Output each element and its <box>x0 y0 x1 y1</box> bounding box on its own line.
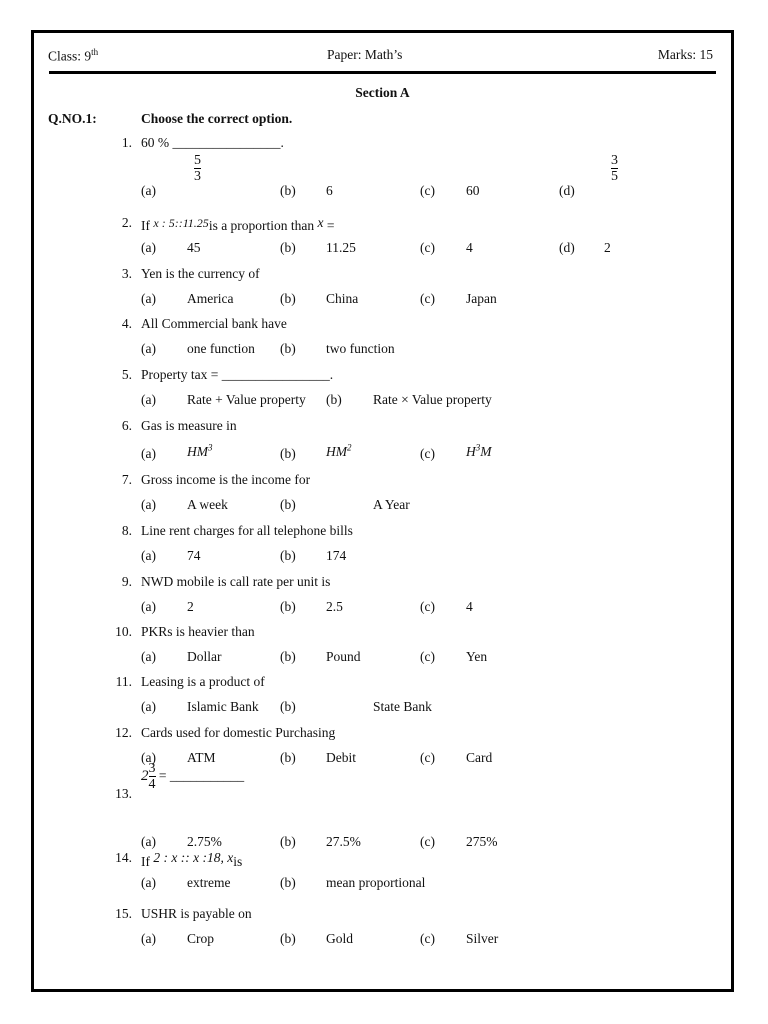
option-label: (b) <box>280 446 296 461</box>
option-text: 2.5 <box>326 599 343 614</box>
option-label: (c) <box>420 240 435 255</box>
option-text: 11.25 <box>326 240 356 255</box>
fraction <box>194 153 201 185</box>
option-text: 6 <box>326 183 333 198</box>
option-text <box>194 153 201 185</box>
marks-label: Marks: 15 <box>657 47 713 62</box>
math-option: $H^3M$ <box>466 442 492 459</box>
option-label: (d) <box>559 183 575 198</box>
blank-answer: = ___________ <box>155 767 245 783</box>
option-text: Rate + Value property <box>187 392 306 407</box>
option-label: (b) <box>280 291 296 306</box>
option-label: (b) <box>280 931 296 946</box>
question-number: 11. <box>115 674 132 689</box>
question-number: 4. <box>121 316 132 331</box>
question-10 <box>34 624 731 664</box>
question-text: USHR is payable on <box>141 906 252 921</box>
header-divider <box>49 71 716 74</box>
option-text: extreme <box>187 875 231 890</box>
option-label: (a) <box>141 392 156 407</box>
question-15 <box>34 906 731 946</box>
question-5 <box>34 367 731 407</box>
option-text: Yen <box>466 649 488 664</box>
question-text: Leasing is a product of <box>141 674 265 689</box>
option-label: (c) <box>420 649 435 664</box>
option-label: (b) <box>280 750 296 765</box>
fraction <box>149 761 156 793</box>
option-label: (c) <box>420 291 435 306</box>
option-label: (c) <box>420 446 435 461</box>
option-label: (a) <box>141 875 156 890</box>
option-text: mean proportional <box>326 875 426 890</box>
option-text: Islamic Bank <box>187 699 259 714</box>
option-label: (a) <box>141 240 156 255</box>
option-label: (a) <box>141 599 156 614</box>
paper-title: Paper: Math’s <box>327 47 403 62</box>
question-3 <box>34 266 731 306</box>
option-text: 4 <box>466 599 473 614</box>
option-label: (a) <box>141 699 156 714</box>
question-text: Gross income is the income for <box>141 472 311 487</box>
instruction: Choose the correct option. <box>141 111 293 126</box>
question-text: If x : 5::11.25is a proportion than x = <box>141 215 335 233</box>
option-text: State Bank <box>373 699 432 714</box>
option-text: China <box>326 291 359 306</box>
option-label: (c) <box>420 931 435 946</box>
question-text: If 2 : x :: x :18, xis <box>141 850 243 869</box>
option-text: 174 <box>326 548 347 563</box>
option-text: Gold <box>326 931 353 946</box>
option-label: (b) <box>280 341 296 356</box>
option-text: 74 <box>187 548 201 563</box>
exam-paper <box>31 30 734 992</box>
question-text: PKRs is heavier than <box>141 624 255 639</box>
question-number: 7. <box>121 472 132 487</box>
option-label: (b) <box>280 875 296 890</box>
question-text: 60 % ________________. <box>141 135 284 150</box>
question-text: Gas is measure in <box>141 418 237 433</box>
option-label: (c) <box>420 599 435 614</box>
question-12 <box>34 725 731 765</box>
option-text: A Year <box>373 497 410 512</box>
math-option: $HM^3$ <box>187 442 213 459</box>
section-title: Section A <box>355 85 410 100</box>
option-label: (b) <box>326 392 342 407</box>
option-text: 2 <box>187 599 194 614</box>
option-label: (b) <box>280 699 296 714</box>
numerator: 3 <box>611 153 618 168</box>
question-text: Property tax = ________________. <box>141 367 334 382</box>
option-label: (a) <box>141 183 156 198</box>
question-6 <box>34 418 731 461</box>
question-11 <box>34 674 731 714</box>
option-label: (b) <box>280 497 296 512</box>
option-text <box>187 442 213 460</box>
option-text: Crop <box>187 931 214 946</box>
option-text: 2 <box>604 240 611 255</box>
option-text: 4 <box>466 240 473 255</box>
option-text: Rate × Value property <box>373 392 492 407</box>
denominator: 4 <box>148 777 156 793</box>
question-9 <box>34 574 731 614</box>
question-14 <box>34 850 731 890</box>
option-label: (c) <box>420 834 435 849</box>
option-label: (a) <box>141 649 156 664</box>
option-text: 275% <box>466 834 498 849</box>
option-label: (a) <box>141 834 156 849</box>
question-text: All Commercial bank have <box>141 316 287 331</box>
option-label: (d) <box>559 240 575 255</box>
option-text: 60 <box>466 183 480 198</box>
option-label: (b) <box>280 834 296 849</box>
question-number-label: Q.NO.1: <box>48 111 97 126</box>
numerator: 5 <box>194 153 201 168</box>
question-number: 5. <box>121 367 132 382</box>
math-option: $HM^2$ <box>326 442 352 459</box>
class-label: Class: 9th <box>48 47 99 64</box>
fraction <box>611 153 618 185</box>
option-text: 2.75% <box>187 834 222 849</box>
question-1 <box>34 135 731 198</box>
question-text: NWD mobile is call rate per unit is <box>141 574 331 589</box>
denominator: 3 <box>194 169 201 185</box>
option-text: Debit <box>326 750 356 765</box>
question-4 <box>34 316 731 356</box>
option-text: Japan <box>466 291 497 306</box>
option-label: (a) <box>141 750 156 765</box>
numerator: 3 <box>148 761 156 776</box>
option-text <box>466 442 492 460</box>
question-number: 2. <box>121 215 132 230</box>
question-7 <box>34 472 731 512</box>
option-text <box>326 442 352 460</box>
option-text: two function <box>326 341 395 356</box>
question-number: 14. <box>115 850 132 865</box>
option-label: (b) <box>280 240 296 255</box>
option-label: (a) <box>141 497 156 512</box>
option-label: (c) <box>420 183 435 198</box>
question-number: 6. <box>121 418 132 433</box>
question-text: Cards used for domestic Purchasing <box>141 725 336 740</box>
option-label: (b) <box>280 599 296 614</box>
option-text <box>611 153 618 185</box>
option-text: one function <box>187 341 255 356</box>
question-number: 12. <box>115 725 132 740</box>
denominator: 5 <box>611 169 618 185</box>
mixed-whole: 2 <box>141 767 149 784</box>
question-number: 15. <box>115 906 132 921</box>
option-label: (c) <box>420 750 435 765</box>
option-text: 45 <box>187 240 201 255</box>
question-number: 13. <box>115 786 132 801</box>
math-expression: x : 5::11.25 <box>153 216 209 230</box>
question-text <box>141 761 244 793</box>
option-label: (b) <box>280 183 296 198</box>
option-label: (a) <box>141 931 156 946</box>
option-label: (a) <box>141 548 156 563</box>
question-number: 9. <box>121 574 132 589</box>
question-number: 1. <box>121 135 132 150</box>
option-text: Silver <box>466 931 499 946</box>
question-number: 10. <box>115 624 132 639</box>
question-2 <box>34 215 731 255</box>
option-label: (b) <box>280 649 296 664</box>
math-variable: x <box>317 215 324 230</box>
option-text: Card <box>466 750 493 765</box>
question-13 <box>34 761 731 849</box>
math-expression: 2 : x :: x :18, x <box>153 850 234 865</box>
option-label: (b) <box>280 548 296 563</box>
question-text: Yen is the currency of <box>141 266 260 281</box>
question-number: 8. <box>121 523 132 538</box>
option-text: ATM <box>187 750 216 765</box>
option-text: America <box>187 291 234 306</box>
option-text: Pound <box>326 649 361 664</box>
option-text: 27.5% <box>326 834 361 849</box>
option-label: (a) <box>141 446 156 461</box>
option-text: A week <box>187 497 228 512</box>
question-text: Line rent charges for all telephone bills <box>141 523 353 538</box>
question-number: 3. <box>121 266 132 281</box>
option-label: (a) <box>141 341 156 356</box>
option-text: Dollar <box>187 649 222 664</box>
option-label: (a) <box>141 291 156 306</box>
question-8 <box>34 523 731 563</box>
